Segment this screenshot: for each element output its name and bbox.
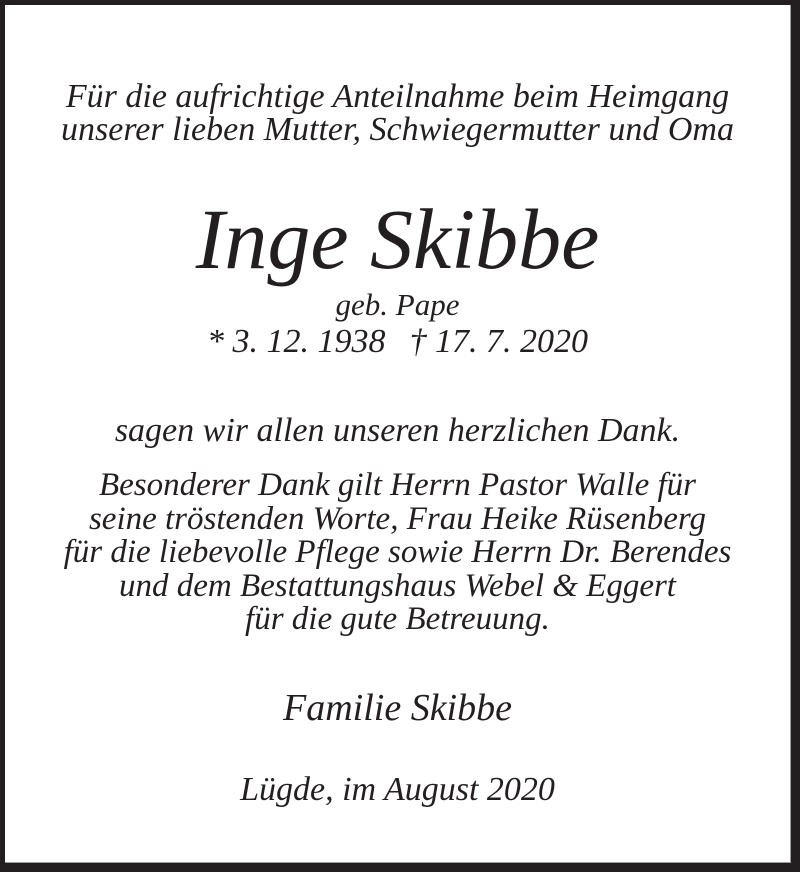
special-thanks-line-2: seine tröstenden Worte, Frau Heike Rüsenberg [88,500,707,537]
deceased-name: Inge Skibbe [195,191,600,287]
life-dates [5,325,790,359]
special-thanks-line-1: Besonderer Dank gilt Herrn Pastor Walle für [98,467,696,503]
intro-text [5,80,790,146]
intro-line-1: Für die aufrichtige Anteilnahme beim Heimgang [65,78,730,115]
obituary-card [5,5,791,863]
maiden-name: geb. Pape [335,287,460,322]
death-date: † 17. 7. 2020 [409,323,588,360]
special-thanks-line-5: für die gute Betreuung. [245,601,550,637]
thanks-line: sagen wir allen unseren herzlichen Dank. [114,412,681,449]
family-signature: Familie Skibbe [283,686,512,729]
special-thanks-line-3: für die liebevolle Pflege sowie Herrn Dr. Berendes [63,534,732,570]
special-thanks-line-4: und dem Bestattungshaus Webel & Eggert [119,567,676,604]
birth-date: * 3. 12. 1938 [207,323,386,360]
intro-line-2: unserer lieben Mutter, Schwiegermutter und Oma [61,111,734,148]
place-date: Lügde, im August 2020 [240,770,555,808]
special-thanks-text [5,469,790,637]
